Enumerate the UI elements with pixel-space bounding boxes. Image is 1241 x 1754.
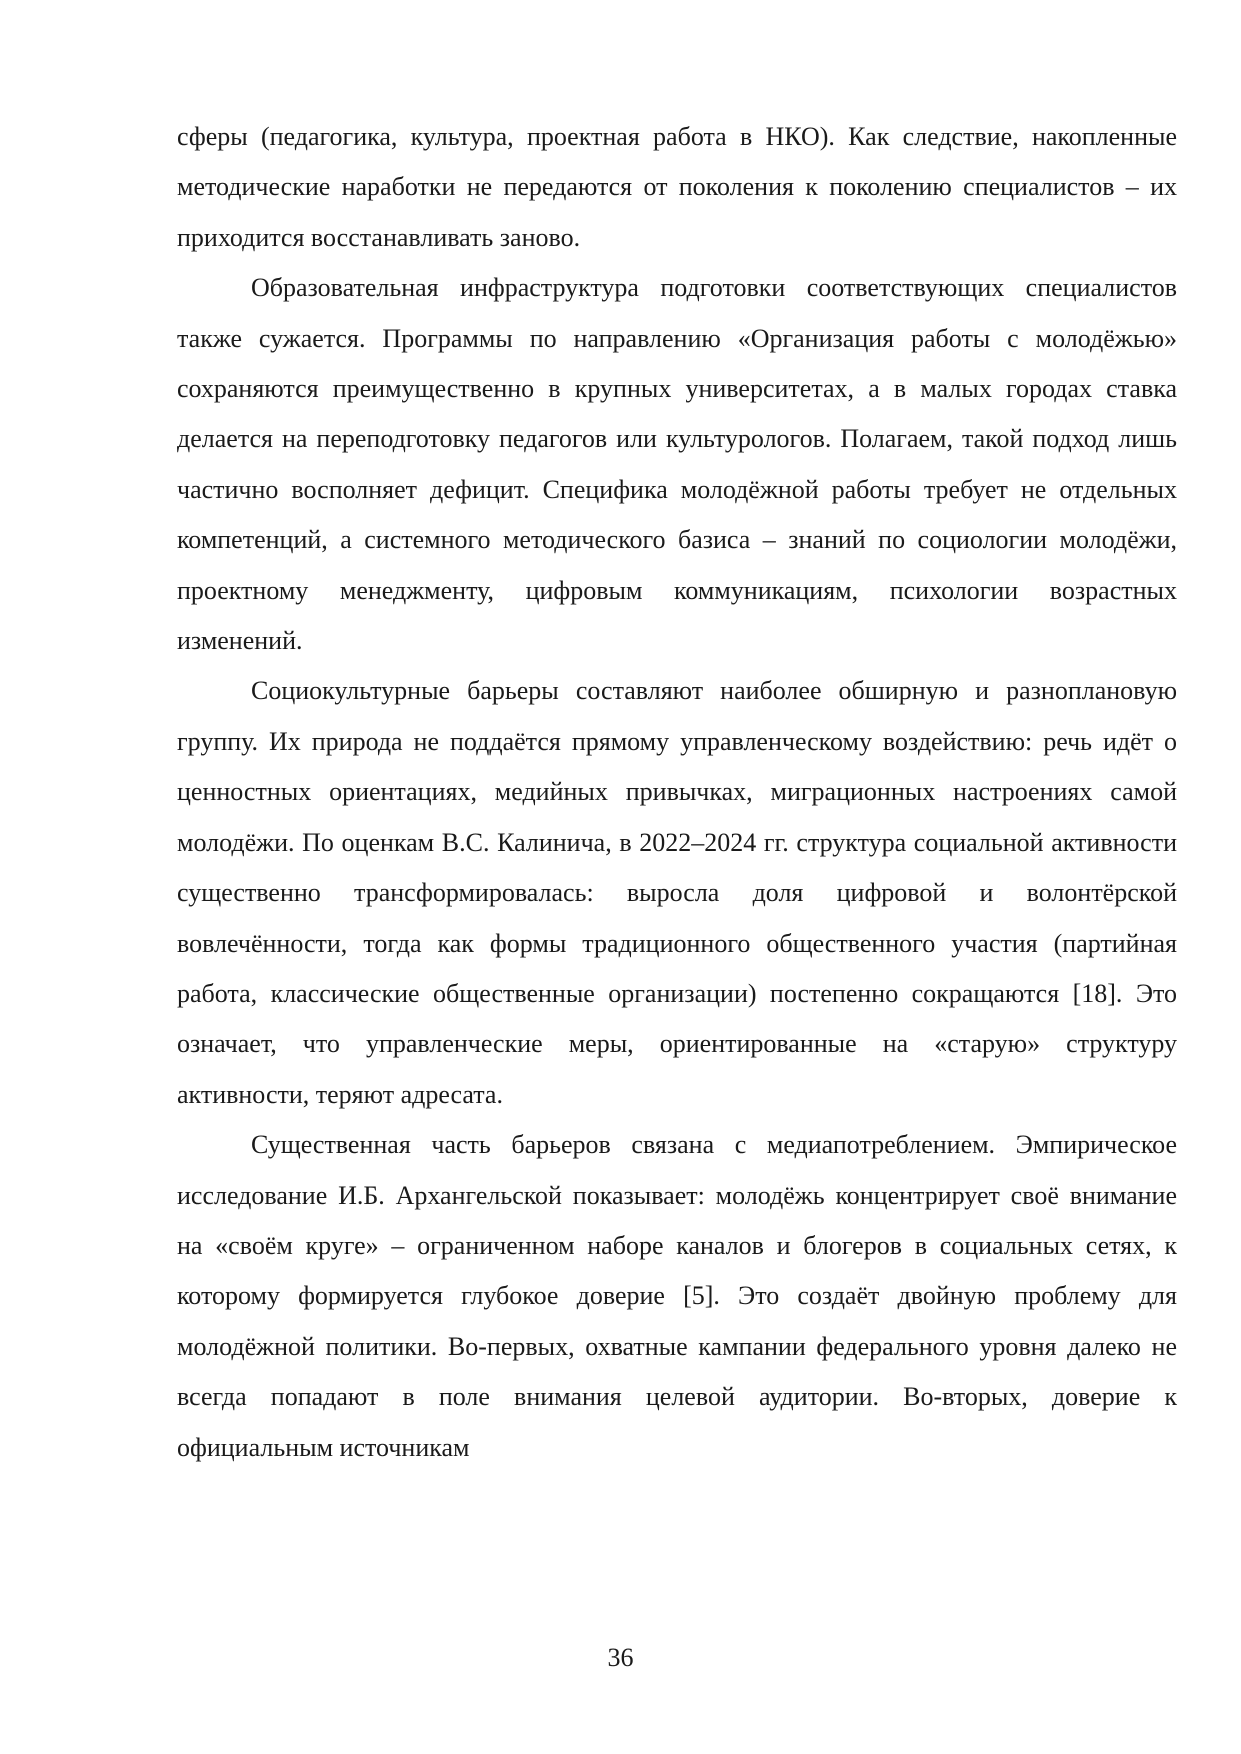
paragraph-continued: сферы (педагогика, культура, проектная работа в НКО). Как следствие, накопленные методические наработки не передаются от поколения к поколению специалистов – их приходится восстанавливать заново. — [177, 122, 1177, 252]
body-text — [177, 112, 1177, 1473]
page-number: 36 — [607, 1643, 634, 1672]
paragraph-media-consumption: Существенная часть барьеров связана с медиапотреблением. Эмпирическое исследование И.Б. Архангельской показывает: молодёжь концентрирует своё внимание на «своём круге» – ограниченном наборе каналов и блогеров в социальных сетях, к которому формируется глубокое доверие [5]. Это создаёт двойную проблему для молодёжной политики. Во-первых, охватные кампании федерального уровня далеко не всегда попадают в поле внимания целевой аудитории. Во-вторых, доверие к официальным источникам — [177, 1130, 1177, 1462]
paragraph-education-infrastructure: Образовательная инфраструктура подготовки соответствующих специалистов также сужается. Программы по направлению «Организация работы с молодёжью» сохраняются преимущественно в крупных университетах, а в малых городах ставка делается на переподготовку педагогов или культурологов. Полагаем, такой подход лишь частично восполняет дефицит. Специфика молодёжной работы требует не отдельных компетенций, а системного методического базиса – знаний по социологии молодёжи, проектному менеджменту, цифровым коммуникациям, психологии возрастных изменений. — [177, 273, 1177, 656]
paragraph-sociocultural-barriers: Социокультурные барьеры составляют наиболее обширную и разноплановую группу. Их природа не поддаётся прямому управленческому воздействию: речь идёт о ценностных ориентациях, медийных привычках, миграционных настроениях самой молодёжи. По оценкам В.С. Калинича, в 2022–2024 гг. структура социальной активности существенно трансформировалась: выросла доля цифровой и волонтёрской вовлечённости, тогда как формы традиционного общественного участия (партийная работа, классические общественные организации) постепенно сокращаются [18]. Это означает, что управленческие меры, ориентированные на «старую» структуру активности, теряют адресата. — [177, 676, 1177, 1109]
